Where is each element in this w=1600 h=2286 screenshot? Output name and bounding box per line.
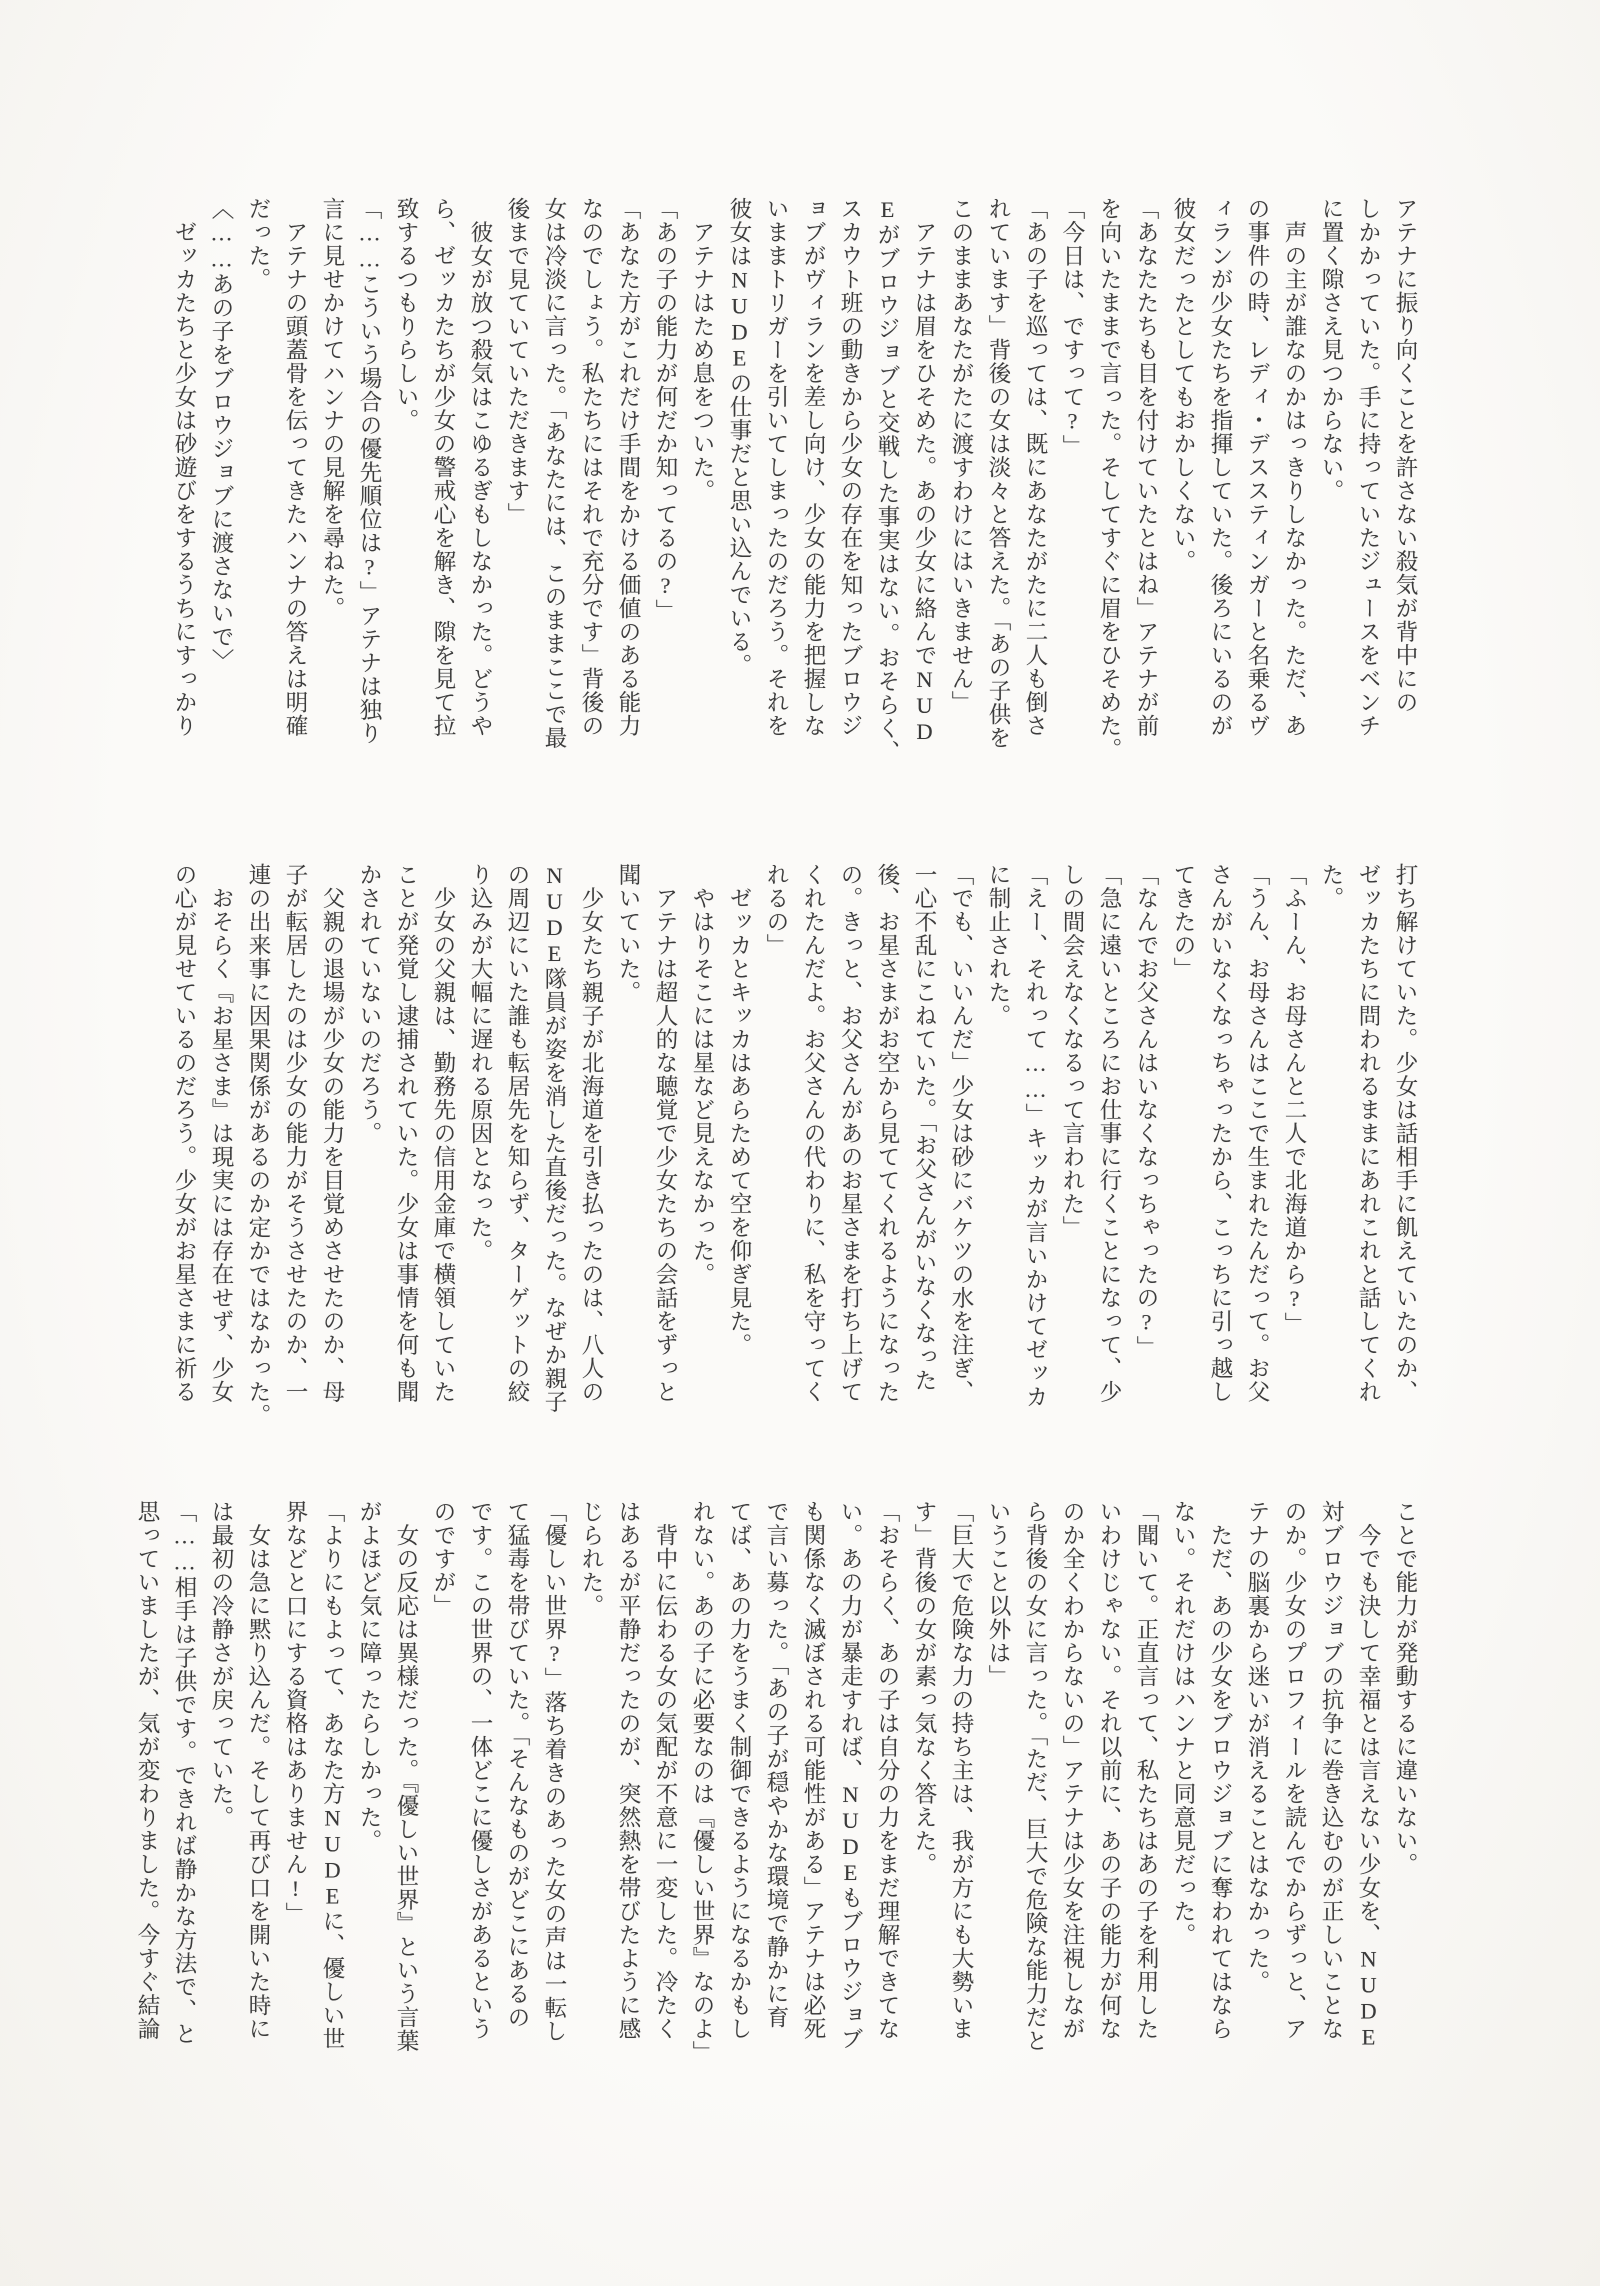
text-column: アテナの頭蓋骨を伝ってきたハンナの答えは明確	[283, 197, 308, 738]
text-column: がよほど気に障ったらしかった。	[357, 1500, 382, 1853]
text-column: 「あなたたちも目を付けていたとはね」アテナが前	[1134, 197, 1159, 738]
text-column: ゼッカたちと少女は砂遊びをするうちにすっかり	[172, 197, 197, 738]
text-column: 後まで見ていていただきます」	[505, 197, 530, 526]
text-column: 対ブロウジョブの抗争に巻き込むのが正しいことな	[1319, 1500, 1344, 2041]
text-column: のか。少女のプロフィールを読んでからずっと、ア	[1282, 1500, 1307, 2041]
text-column: 子が転居したのは少女の能力がそうさせたのか、一	[283, 863, 308, 1404]
text-column: 「今日は、ですって?」	[1060, 197, 1085, 458]
text-column: アテナはため息をついた。	[690, 197, 715, 503]
text-column: 後、お星さまがお空から見ててくれるようになった	[875, 863, 900, 1404]
text-column: このままあなたがたに渡すわけにはいきません」	[949, 197, 974, 714]
text-column: スカウト班の動きから少女の存在を知ったブロウジ	[838, 197, 863, 738]
text-column: じられた。	[579, 1500, 604, 1618]
text-column: ただ、あの少女をブロウジョブに奪われてはなら	[1208, 1500, 1233, 2041]
text-column: れるの」	[764, 863, 789, 957]
text-column: 界などと口にする資格はありません!」	[283, 1500, 308, 1926]
text-column: さんがいなくなっちゃったから、こっちに引っ越し	[1208, 863, 1233, 1404]
text-column: り込みが大幅に遅れる原因となった。	[468, 863, 493, 1263]
text-column: 思っていましたが、気が変わりました。今すぐ結論	[135, 1500, 160, 2041]
text-column: も関係なく滅ぼされる可能性がある」アテナは必死	[801, 1500, 826, 2041]
text-column: ない。それだけはハンナと同意見だった。	[1171, 1500, 1196, 1947]
text-column: 声の主が誰なのかはっきりしなかった。ただ、あ	[1282, 197, 1307, 738]
text-column: 〈……あの子をブロウジョブに渡さないで〉	[209, 197, 234, 672]
text-column: 「えー、それって……」キッカが言いかけてゼッカ	[1023, 863, 1048, 1409]
text-column: 「あの子の能力が何だか知ってるの?」	[653, 197, 678, 623]
text-column: 少女たち親子が北海道を引き払ったのは、八人の	[579, 863, 604, 1404]
text-block-bottom	[129, 1500, 1424, 2094]
text-column: だった。	[246, 197, 271, 291]
text-column: 父親の退場が少女の能力を目覚めさせたのか、母	[320, 863, 345, 1404]
text-column: 「なんでお父さんはいなくなっちゃったの?」	[1134, 863, 1159, 1359]
text-block-top	[166, 197, 1424, 791]
text-column: 「あの子を巡っては、既にあなたがたに二人も倒さ	[1023, 197, 1048, 738]
text-column: しかかっていた。手に持っていたジュースをベンチ	[1356, 197, 1381, 738]
text-column: いわけじゃない。それ以前に、あの子の能力が何な	[1097, 1500, 1122, 2041]
text-column: の周辺にいた誰も転居先を知らず、ターゲットの絞	[505, 863, 530, 1404]
text-column: は最初の冷静さが戻っていた。	[209, 1500, 234, 1829]
text-column: かされていないのだろう。	[357, 863, 382, 1145]
text-column: のか全くわからないの」アテナは少女を注視しなが	[1060, 1500, 1085, 2041]
text-column: 打ち解けていた。少女は話相手に飢えていたのか、	[1393, 863, 1418, 1404]
text-column: 「でも、いいんだ」少女は砂にバケツの水を注ぎ、	[949, 863, 974, 1404]
text-column: 彼女が放つ殺気はこゆるぎもしなかった。どうや	[468, 197, 493, 738]
text-column: アテナに振り向くことを許さない殺気が背中にの	[1393, 197, 1418, 714]
text-column: 今でも決して幸福とは言えない少女を、NUDE	[1356, 1500, 1381, 2051]
text-column: 言に見せかけてハンナの見解を尋ねた。	[320, 197, 345, 620]
text-column: に制止された。	[986, 863, 1011, 1028]
text-column: ョブがヴィランを差し向け、少女の能力を把握しな	[801, 197, 826, 738]
text-column: ゼッカたちに問われるままにあれこれと話してくれ	[1356, 863, 1381, 1404]
text-column: いうこと以外は」	[986, 1500, 1011, 1688]
text-column: 「よりにもよって、あなた方NUDEに、優しい世	[320, 1500, 345, 2051]
text-column: Eがブロウジョブと交戦した事実はない。おそらく、	[875, 197, 900, 764]
text-column: 致するつもりらしい。	[394, 197, 419, 432]
text-column: て猛毒を帯びていた。「そんなものがどこにあるの	[505, 1500, 530, 2030]
text-column: の。きっと、お父さんがあのお星さまを打ち上げて	[838, 863, 863, 1404]
text-block-middle	[166, 863, 1424, 1457]
text-column: 女の反応は異様だった。『優しい世界』という言葉	[394, 1500, 419, 2053]
text-column: 聞いていた。	[616, 863, 641, 1004]
text-column: 「あなた方がこれだけ手間をかける価値のある能力	[616, 197, 641, 738]
text-column: 女は冷淡に言った。「あなたには、このままここで最	[542, 197, 567, 750]
text-column: 「ふーん、お母さんと二人で北海道から?」	[1282, 863, 1307, 1336]
text-column: す」背後の女が素っ気なく答えた。	[912, 1500, 937, 1876]
text-column: おそらく『お星さま』は現実には存在せず、少女	[209, 863, 234, 1404]
text-column: を向いたままで言った。そしてすぐに眉をひそめた。	[1097, 197, 1122, 761]
text-column: なのでしょう。私たちにはそれで充分です」背後の	[579, 197, 604, 738]
text-column: 彼女はNUDEの仕事だと思い込んでいる。	[727, 197, 752, 677]
text-column: NUDE隊員が姿を消した直後だった。なぜか親子	[542, 863, 567, 1414]
text-column: 彼女だったとしてもおかしくない。	[1171, 197, 1196, 573]
text-column: 「急に遠いところにお仕事に行くことになって、少	[1097, 863, 1122, 1404]
text-column: れない。あの子に必要なのは『優しい世界』なのよ」	[690, 1500, 715, 2064]
text-column: はあるが平静だったのが、突然熱を帯びたように感	[616, 1500, 641, 2041]
text-column: 一心不乱にこねていた。「お父さんがいなくなった	[912, 863, 937, 1393]
text-column: 女は急に黙り込んだ。そして再び口を開いた時に	[246, 1500, 271, 2041]
text-column: で言い募った。「あの子が穏やかな環境で静かに育	[764, 1500, 789, 2030]
text-column: てば、あの力をうまく制御できるようになるかもし	[727, 1500, 752, 2041]
text-column: ことが発覚し逮捕されていた。少女は事情を何も聞	[394, 863, 419, 1404]
text-column: 連の出来事に因果関係があるのか定かではなかった。	[246, 863, 271, 1427]
text-column: た。	[1319, 863, 1344, 910]
text-column: 少女の父親は、勤務先の信用金庫で横領していた	[431, 863, 456, 1404]
text-column: ィランが少女たちを指揮していた。後ろにいるのが	[1208, 197, 1233, 738]
text-column: 「巨大で危険な力の持ち主は、我が方にも大勢いま	[949, 1500, 974, 2041]
text-column: ら、ゼッカたちが少女の警戒心を解き、隙を見て拉	[431, 197, 456, 738]
text-column: しの間会えなくなるって言われた」	[1060, 863, 1085, 1239]
text-column: 背中に伝わる女の気配が不意に一変した。冷たく	[653, 1500, 678, 2041]
text-column: いままトリガーを引いてしまったのだろう。それを	[764, 197, 789, 738]
text-column: ゼッカとキッカはあらためて空を仰ぎ見た。	[727, 863, 752, 1357]
text-column: の心が見せているのだろう。少女がお星さまに祈る	[172, 863, 197, 1404]
text-column: に置く隙さえ見つからない。	[1319, 197, 1344, 503]
text-column: のですが」	[431, 1500, 456, 1618]
text-column: アテナは眉をひそめた。あの少女に絡んでNUD	[912, 197, 937, 745]
text-column: てきたの」	[1171, 863, 1196, 981]
text-column: やはりそこには星など見えなかった。	[690, 863, 715, 1286]
text-column: です。この世界の、一体どこに優しさがあるという	[468, 1500, 493, 2041]
text-column: 「うん、お母さんはここで生まれたんだって。お父	[1245, 863, 1270, 1404]
text-column: 「……相手は子供です。できれば静かな方法で、と	[172, 1500, 197, 2046]
text-column: 「……こういう場合の優先順位は?」アテナは独り	[357, 197, 382, 745]
text-column: アテナは超人的な聴覚で少女たちの会話をずっと	[653, 863, 678, 1404]
text-column: 「優しい世界?」落ち着きのあった女の声は一転し	[542, 1500, 567, 2043]
text-column: 「おそらく、あの子は自分の力をまだ理解できてな	[875, 1500, 900, 2041]
text-column: くれたんだよ。お父さんの代わりに、私を守ってく	[801, 863, 826, 1404]
text-column: ら背後の女に言った。「ただ、巨大で危険な能力だと	[1023, 1500, 1048, 2053]
text-column: ことで能力が発動するに違いない。	[1393, 1500, 1418, 1876]
text-column: れています」背後の女は淡々と答えた。「あの子供を	[986, 197, 1011, 750]
text-column: テナの脳裏から迷いが消えることはなかった。	[1245, 1500, 1270, 1994]
text-column: い。あの力が暴走すれば、NUDEもブロウジョブ	[838, 1500, 863, 2051]
text-column: 「聞いて。正直言って、私たちはあの子を利用した	[1134, 1500, 1159, 2041]
text-column: の事件の時、レディ・デススティンガーと名乗るヴ	[1245, 197, 1270, 738]
